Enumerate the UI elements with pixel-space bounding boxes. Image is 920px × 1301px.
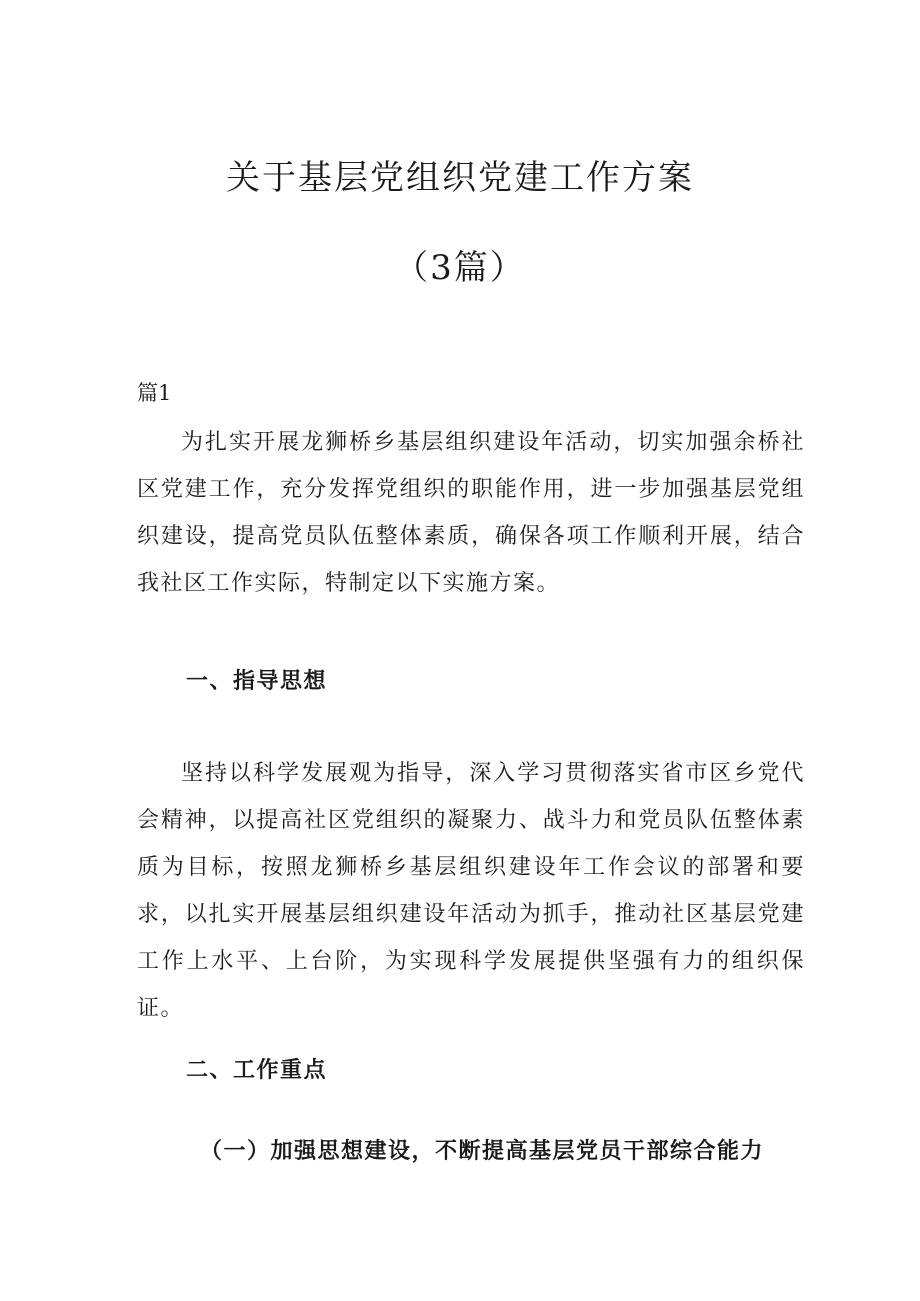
subheading-ideological-building: （一）加强思想建设，不断提高基层党员干部综合能力 bbox=[200, 1138, 765, 1164]
guiding-ideology-paragraph: 坚持以科学发展观为指导，深入学习贯彻落实省市区乡党代会精神，以提高社区党组织的凝聚力、战斗力和党员队伍整体素质为目标，按照龙狮桥乡基层组织建设年工作会议的部署和要求，以扎实开展基层组织建设年活动为抓手，推动社区基层党建工作上水平、上台阶，为实现科学发展提供坚强有力的组织保证。 bbox=[137, 761, 805, 1021]
intro-paragraph: 为扎实开展龙狮桥乡基层组织建设年活动，切实加强余桥社区党建工作，充分发挥党组织的职能作用，进一步加强基层党组织建设，提高党员队伍整体素质，确保各项工作顺利开展，结合我社区工作实际，特制定以下实施方案。 bbox=[137, 430, 805, 596]
document-subtitle: （3篇） bbox=[394, 248, 526, 288]
heading-guiding-ideology: 一、指导思想 bbox=[186, 668, 328, 694]
document-title: 关于基层党组织党建工作方案 bbox=[226, 158, 694, 198]
heading-work-focus: 二、工作重点 bbox=[186, 1057, 328, 1083]
section-label: 篇1 bbox=[137, 381, 172, 405]
